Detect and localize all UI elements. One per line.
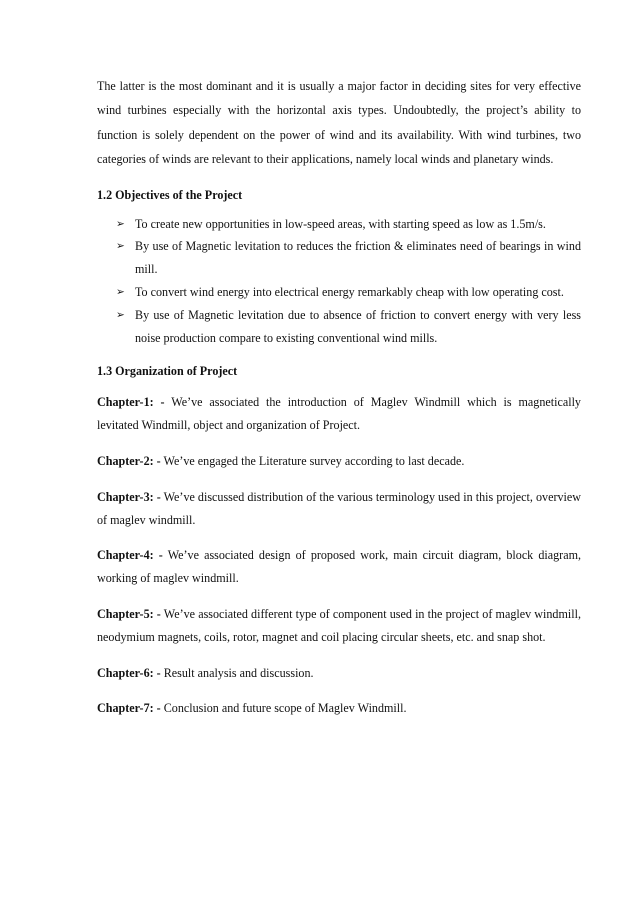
objective-item bbox=[97, 304, 581, 350]
objective-item bbox=[97, 213, 581, 236]
organization-heading: 1.3 Organization of Project bbox=[97, 364, 238, 379]
objective-item bbox=[97, 281, 581, 304]
objective-text: To create new opportunities in low-speed areas, with starting speed as low as 1.5m/s. bbox=[135, 216, 546, 231]
chapter-label: Chapter-1: - bbox=[97, 395, 165, 410]
chapter-label: Chapter-6: - bbox=[97, 665, 161, 680]
objective-item bbox=[97, 235, 581, 281]
chapter-description: We’ve discussed distribution of the various terminology used in this project, overview of maglev windmill. bbox=[97, 489, 581, 527]
chapter-label: Chapter-4: - bbox=[97, 548, 163, 563]
chapter-description: Conclusion and future scope of Maglev Windmill. bbox=[160, 701, 407, 716]
objectives-list bbox=[97, 213, 581, 350]
chapter-4-entry bbox=[97, 544, 581, 590]
chapter-description: We’ve associated the introduction of Maglev Windmill which is magnetically levitated Windmill, object and organization of Project. bbox=[97, 395, 581, 433]
chapter-label: Chapter-5: - bbox=[97, 606, 161, 621]
arrow-bullet-icon: ➢ bbox=[116, 240, 125, 253]
chapter-2-entry bbox=[97, 450, 581, 473]
intro-paragraph: The latter is the most dominant and it is usually a major factor in deciding sites for very effective wind turbines especially with the horizontal axis types. Undoubtedly, the project’s ability to function is solely dependent on the power of wind and its availability. With wind turbines, two categories of winds are relevant to their applications, namely local winds and planetary winds. bbox=[97, 79, 581, 167]
chapter-description: We’ve associated different type of component used in the project of maglev windmill, neodymium magnets, coils, rotor, magnet and coil placing circular sheets, etc. and snap shot. bbox=[97, 606, 581, 644]
chapter-3-entry bbox=[97, 486, 581, 532]
chapter-label: Chapter-7: - bbox=[97, 701, 161, 716]
arrow-bullet-icon: ➢ bbox=[116, 308, 125, 321]
objective-text: By use of Magnetic levitation due to absence of friction to convert energy with very less noise production compare to existing conventional wind mills. bbox=[135, 307, 581, 345]
objective-text: To convert wind energy into electrical energy remarkably cheap with low operating cost. bbox=[135, 285, 564, 300]
chapter-description: We’ve engaged the Literature survey according to last decade. bbox=[160, 454, 465, 468]
objective-text: By use of Magnetic levitation to reduces the friction & eliminates need of bearings in wind mill. bbox=[135, 239, 581, 277]
chapter-6-entry bbox=[97, 662, 581, 685]
chapter-label: Chapter-2: - bbox=[97, 454, 161, 468]
chapter-1-entry bbox=[97, 391, 581, 437]
arrow-bullet-icon: ➢ bbox=[116, 217, 125, 230]
chapter-7-entry bbox=[97, 697, 581, 720]
chapter-5-entry bbox=[97, 603, 581, 649]
chapter-description: Result analysis and discussion. bbox=[160, 665, 314, 680]
chapter-label: Chapter-3: - bbox=[97, 489, 161, 504]
chapter-description: We’ve associated design of proposed work, main circuit diagram, block diagram, working of maglev windmill. bbox=[97, 548, 582, 586]
objectives-heading: 1.2 Objectives of the Project bbox=[97, 187, 243, 202]
arrow-bullet-icon: ➢ bbox=[116, 286, 125, 299]
